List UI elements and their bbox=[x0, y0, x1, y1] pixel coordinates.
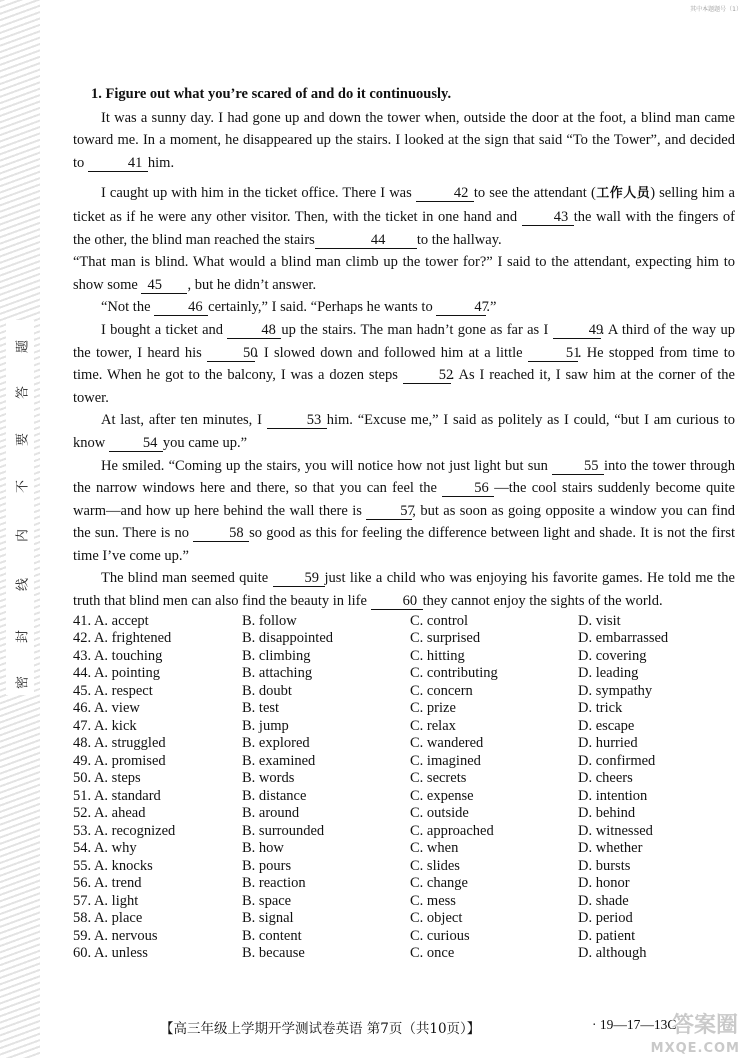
option-choice: 59. A. nervous bbox=[73, 927, 158, 944]
option-choice: 58. A. place bbox=[73, 910, 143, 927]
corner-note: 其中本题题号（1） bbox=[690, 6, 742, 13]
option-choice: B. content bbox=[242, 927, 302, 944]
option-choice: 52. A. ahead bbox=[73, 805, 146, 822]
blank-50: 50 bbox=[207, 345, 255, 362]
option-row bbox=[73, 665, 735, 683]
option-choice: B. attaching bbox=[242, 665, 313, 682]
option-choice: C. surprised bbox=[410, 630, 481, 647]
option-row bbox=[73, 700, 735, 718]
blank-54: 54 bbox=[109, 435, 163, 452]
passage-paragraph-6: At last, after ten minutes, I 53 him. “Excuse me,” I said as politely as I could, “but I am curious to know 54 you came up.” bbox=[73, 412, 735, 451]
passage-paragraph-8: The blind man seemed quite 59 just like a child who was enjoying his favorite games. He told me the truth that blind men can also find the beauty in life 60 they cannot enjoy the sights of the world. bbox=[73, 570, 735, 610]
option-choice: 49. A. promised bbox=[73, 752, 166, 769]
option-choice: C. imagined bbox=[410, 752, 481, 769]
option-choice: D. witnessed bbox=[578, 822, 653, 839]
option-choice: B. surrounded bbox=[242, 822, 325, 839]
option-choice: 45. A. respect bbox=[73, 682, 153, 699]
blank-46: 46 bbox=[154, 299, 208, 316]
binding-char: 内 bbox=[15, 529, 31, 543]
option-choice: B. signal bbox=[242, 910, 294, 927]
blank-59: 59 bbox=[273, 570, 325, 587]
binding-char: 封 bbox=[15, 630, 31, 644]
option-choice: 51. A. standard bbox=[73, 787, 161, 804]
blank-43: 43 bbox=[522, 209, 574, 226]
answer-options bbox=[73, 613, 735, 963]
option-choice: C. control bbox=[410, 612, 468, 629]
option-choice: D. covering bbox=[578, 647, 647, 664]
option-choice: C. approached bbox=[410, 822, 494, 839]
option-choice: 41. A. accept bbox=[73, 612, 149, 629]
blank-48: 48 bbox=[227, 322, 281, 339]
option-choice: 50. A. steps bbox=[73, 770, 141, 787]
binding-char: 答 bbox=[15, 386, 31, 400]
blank-57: 57 bbox=[366, 503, 412, 520]
option-choice: C. outside bbox=[410, 805, 469, 822]
option-choice: D. although bbox=[578, 945, 647, 962]
option-choice: D. leading bbox=[578, 665, 639, 682]
option-choice: 55. A. knocks bbox=[73, 857, 153, 874]
blank-60: 60 bbox=[371, 593, 423, 610]
option-row bbox=[73, 805, 735, 823]
option-choice: B. reaction bbox=[242, 875, 306, 892]
option-choice: B. words bbox=[242, 770, 295, 787]
option-choice: D. hurried bbox=[578, 735, 638, 752]
option-choice: D. embarrassed bbox=[578, 630, 669, 647]
paper-code: · 19—17—13C · bbox=[592, 1017, 685, 1032]
option-choice: B. jump bbox=[242, 717, 289, 734]
blank-47: 47 bbox=[436, 299, 486, 316]
watermark-logo bbox=[650, 1004, 746, 1056]
blank-42: 42 bbox=[416, 185, 474, 202]
option-choice: B. examined bbox=[242, 752, 316, 769]
option-choice: D. confirmed bbox=[578, 752, 656, 769]
option-choice: B. test bbox=[242, 700, 280, 717]
option-choice: C. prize bbox=[410, 700, 456, 717]
blank-51: 51 bbox=[528, 345, 578, 362]
passage-paragraph-3: “That man is blind. What would a blind man climb up the tower for?” I said to the attendant, expecting him to show some 45 , but he didn’t answer. bbox=[73, 254, 735, 293]
option-choice: 44. A. pointing bbox=[73, 665, 161, 682]
passage-paragraph-1: It was a sunny day. I had gone up and down the tower when, outside the door at the foot, a blind man came toward me. In a moment, he disappeared up the stairs. I looked at the sign that said “To the Tower”, and decided to 41 him. bbox=[73, 109, 735, 171]
option-choice: B. how bbox=[242, 840, 284, 857]
option-choice: C. slides bbox=[410, 857, 460, 874]
option-row bbox=[73, 928, 735, 946]
blank-55: 55 bbox=[552, 458, 604, 475]
option-choice: D. shade bbox=[578, 892, 629, 909]
option-choice: 43. A. touching bbox=[73, 647, 163, 664]
exam-content bbox=[73, 83, 735, 963]
blank-45: 45 bbox=[141, 277, 187, 294]
blank-56: 56 bbox=[442, 480, 494, 497]
chinese-gloss: 工作人员 bbox=[595, 186, 651, 202]
option-choice: B. climbing bbox=[242, 647, 311, 664]
option-row bbox=[73, 770, 735, 788]
option-row bbox=[73, 910, 735, 928]
binding-char: 线 bbox=[15, 578, 31, 592]
option-choice: 53. A. recognized bbox=[73, 822, 176, 839]
option-choice: 47. A. kick bbox=[73, 717, 137, 734]
option-choice: C. relax bbox=[410, 717, 456, 734]
binding-char: 要 bbox=[15, 433, 31, 447]
option-choice: 54. A. why bbox=[73, 840, 137, 857]
watermark-url: MXQE.COM bbox=[650, 1041, 740, 1056]
passage-paragraph-5: I bought a ticket and 48 up the stairs. The man hadn’t gone as far as I 49. A third of the way up the tower, I heard his 50. I slowed down and followed him at a little 51. He stopped from time to time. When he got to the balcony, I was a dozen steps 52. As I reached it, I saw him at the corner of the tower. bbox=[73, 321, 735, 406]
option-row bbox=[73, 648, 735, 666]
option-row bbox=[73, 788, 735, 806]
option-choice: D. escape bbox=[578, 717, 635, 734]
option-choice: C. change bbox=[410, 875, 468, 892]
option-choice: C. contributing bbox=[410, 665, 498, 682]
option-row bbox=[73, 858, 735, 876]
blank-41: 41 bbox=[88, 155, 148, 172]
option-choice: B. space bbox=[242, 892, 292, 909]
option-row bbox=[73, 823, 735, 841]
blank-58: 58 bbox=[193, 525, 249, 542]
option-choice: D. whether bbox=[578, 840, 643, 857]
option-choice: 57. A. light bbox=[73, 892, 139, 909]
option-choice: C. concern bbox=[410, 682, 473, 699]
option-choice: B. doubt bbox=[242, 682, 292, 699]
option-choice: C. hitting bbox=[410, 647, 465, 664]
option-row bbox=[73, 735, 735, 753]
section-title: 1. Figure out what you’re scared of and do it continuously. bbox=[91, 86, 452, 102]
option-choice: D. honor bbox=[578, 875, 630, 892]
option-choice: B. explored bbox=[242, 735, 310, 752]
passage-paragraph-2: I caught up with him in the ticket office. There I was 42 to see the attendant (工作人员) selling him a ticket as if he were any other visitor. Then, with the ticket in one hand and 43 the wall with the fingers of the other, the blind man reached the stairs 44 to the hallway. bbox=[73, 185, 735, 248]
binding-char: 密 bbox=[15, 676, 31, 690]
option-choice: D. visit bbox=[578, 612, 621, 629]
option-choice: B. pours bbox=[242, 857, 292, 874]
option-choice: B. follow bbox=[242, 612, 297, 629]
option-row bbox=[73, 613, 735, 631]
option-row bbox=[73, 718, 735, 736]
binding-char: 题 bbox=[15, 340, 31, 354]
option-row bbox=[73, 683, 735, 701]
option-choice: C. secrets bbox=[410, 770, 467, 787]
blank-44: 44 bbox=[315, 232, 417, 249]
option-choice: C. once bbox=[410, 945, 455, 962]
option-choice: D. behind bbox=[578, 805, 636, 822]
option-choice: D. patient bbox=[578, 927, 636, 944]
option-choice: 46. A. view bbox=[73, 700, 140, 717]
blank-53: 53 bbox=[267, 412, 327, 429]
option-choice: C. when bbox=[410, 840, 459, 857]
option-row bbox=[73, 630, 735, 648]
passage-paragraph-7: He smiled. “Coming up the stairs, you will notice how not just light but sun 55 into the tower through the narrow windows here and there, so that you can feel the 56 —the cool stairs suddenly become quite warm—and how up here behind the wall there is 57, but as soon as going opposite a window you can find the sun. There is no 58 so good as this for feeling the difference between light and shade. It is not the first time I’ve come up.” bbox=[73, 457, 735, 564]
option-choice: B. distance bbox=[242, 787, 307, 804]
option-choice: C. object bbox=[410, 910, 463, 927]
option-row bbox=[73, 875, 735, 893]
option-choice: D. period bbox=[578, 910, 633, 927]
option-choice: C. mess bbox=[410, 892, 456, 909]
option-choice: D. trick bbox=[578, 700, 623, 717]
option-choice: 56. A. trend bbox=[73, 875, 142, 892]
option-choice: C. wandered bbox=[410, 735, 484, 752]
passage-paragraph-4: “Not the 46 certainly,” I said. “Perhaps he wants to 47.” bbox=[101, 299, 497, 316]
option-choice: D. cheers bbox=[578, 770, 633, 787]
option-choice: B. because bbox=[242, 945, 305, 962]
option-row bbox=[73, 945, 735, 963]
option-choice: D. intention bbox=[578, 787, 648, 804]
option-choice: C. expense bbox=[410, 787, 474, 804]
blank-52: 52 bbox=[403, 367, 451, 384]
binding-margin bbox=[0, 0, 40, 1058]
option-choice: 42. A. frightened bbox=[73, 630, 172, 647]
option-row bbox=[73, 893, 735, 911]
option-choice: B. around bbox=[242, 805, 300, 822]
option-choice: B. disappointed bbox=[242, 630, 334, 647]
watermark-main: 答案圈 bbox=[671, 1013, 738, 1038]
option-choice: C. curious bbox=[410, 927, 470, 944]
page-info: 【高三年级上学期开学测试卷英语 第7页（共10页）】 bbox=[160, 1021, 481, 1037]
option-choice: 60. A. unless bbox=[73, 945, 148, 962]
option-choice: D. bursts bbox=[578, 857, 631, 874]
binding-char: 不 bbox=[15, 480, 31, 494]
option-choice: D. sympathy bbox=[578, 682, 653, 699]
option-row bbox=[73, 840, 735, 858]
option-row bbox=[73, 753, 735, 771]
option-choice: 48. A. struggled bbox=[73, 735, 166, 752]
blank-49: 49 bbox=[553, 322, 601, 339]
